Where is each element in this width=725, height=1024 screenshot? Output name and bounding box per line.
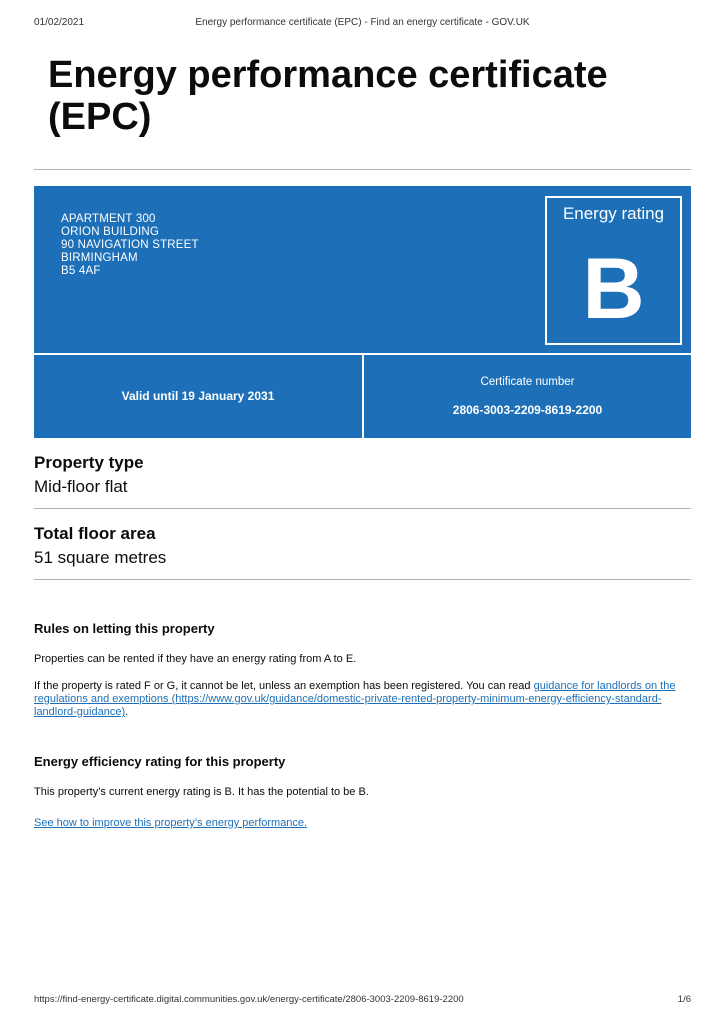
letting-rules-heading: Rules on letting this property	[34, 621, 215, 636]
efficiency-text: This property’s current energy rating is B. It has the potential to be B.	[34, 786, 369, 798]
letting-exemption-end: .	[125, 706, 129, 718]
landlord-guidance-link[interactable]: guidance for landlords on the regulations and exemptions (https://www.gov.uk/guidance/domestic-private-rented-property-minimum-energy-efficiency-standard-landlord-guidance)	[34, 680, 676, 718]
letting-rules-text: Properties can be rented if they have an energy rating from A to E.	[34, 653, 357, 665]
print-url: https://find-energy-certificate.digital.communities.gov.uk/energy-certificate/2806-3003-2209-8619-2200	[34, 994, 464, 1005]
address-line: B5 4AF	[61, 265, 101, 277]
panel-divider	[362, 354, 364, 438]
page-title: Energy performance certificate (EPC)	[48, 54, 608, 138]
valid-until: Valid until 19 January 2031	[121, 389, 275, 403]
address-line: BIRMINGHAM	[61, 252, 138, 264]
title-divider	[34, 169, 691, 170]
floor-area-heading: Total floor area	[34, 524, 156, 543]
address-line: 90 NAVIGATION STREET	[61, 239, 199, 251]
floor-area-value: 51 square metres	[34, 548, 167, 567]
print-header	[34, 17, 691, 31]
print-footer	[34, 994, 691, 1008]
address-line: ORION BUILDING	[61, 226, 160, 238]
letting-exemption-text	[34, 680, 694, 719]
epc-summary-panel	[34, 186, 691, 438]
efficiency-heading: Energy efficiency rating for this property	[34, 754, 286, 769]
property-type-heading: Property type	[34, 453, 144, 472]
print-date: 01/02/2021	[34, 17, 85, 28]
energy-rating-letter: B	[582, 241, 645, 337]
certificate-number-label: Certificate number	[480, 376, 575, 388]
summary-divider	[34, 508, 691, 509]
energy-rating-label: Energy rating	[562, 204, 665, 223]
print-page-title: Energy performance certificate (EPC) - Find an energy certificate - GOV.UK	[195, 17, 530, 28]
improve-performance-link[interactable]: See how to improve this property’s energy performance.	[34, 817, 308, 829]
certificate-number: 2806-3003-2209-8619-2200	[452, 403, 603, 417]
improve-performance-link-wrap	[34, 817, 694, 830]
summary-divider	[34, 579, 691, 580]
property-type-value: Mid-floor flat	[34, 477, 128, 496]
page-counter: 1/6	[677, 994, 691, 1005]
letting-exemption-intro: If the property is rated F or G, it cannot be let, unless an exemption has been registered. You can read	[34, 680, 534, 692]
address-line: APARTMENT 300	[61, 213, 156, 225]
property-address	[61, 213, 199, 278]
energy-rating-box	[545, 196, 682, 345]
